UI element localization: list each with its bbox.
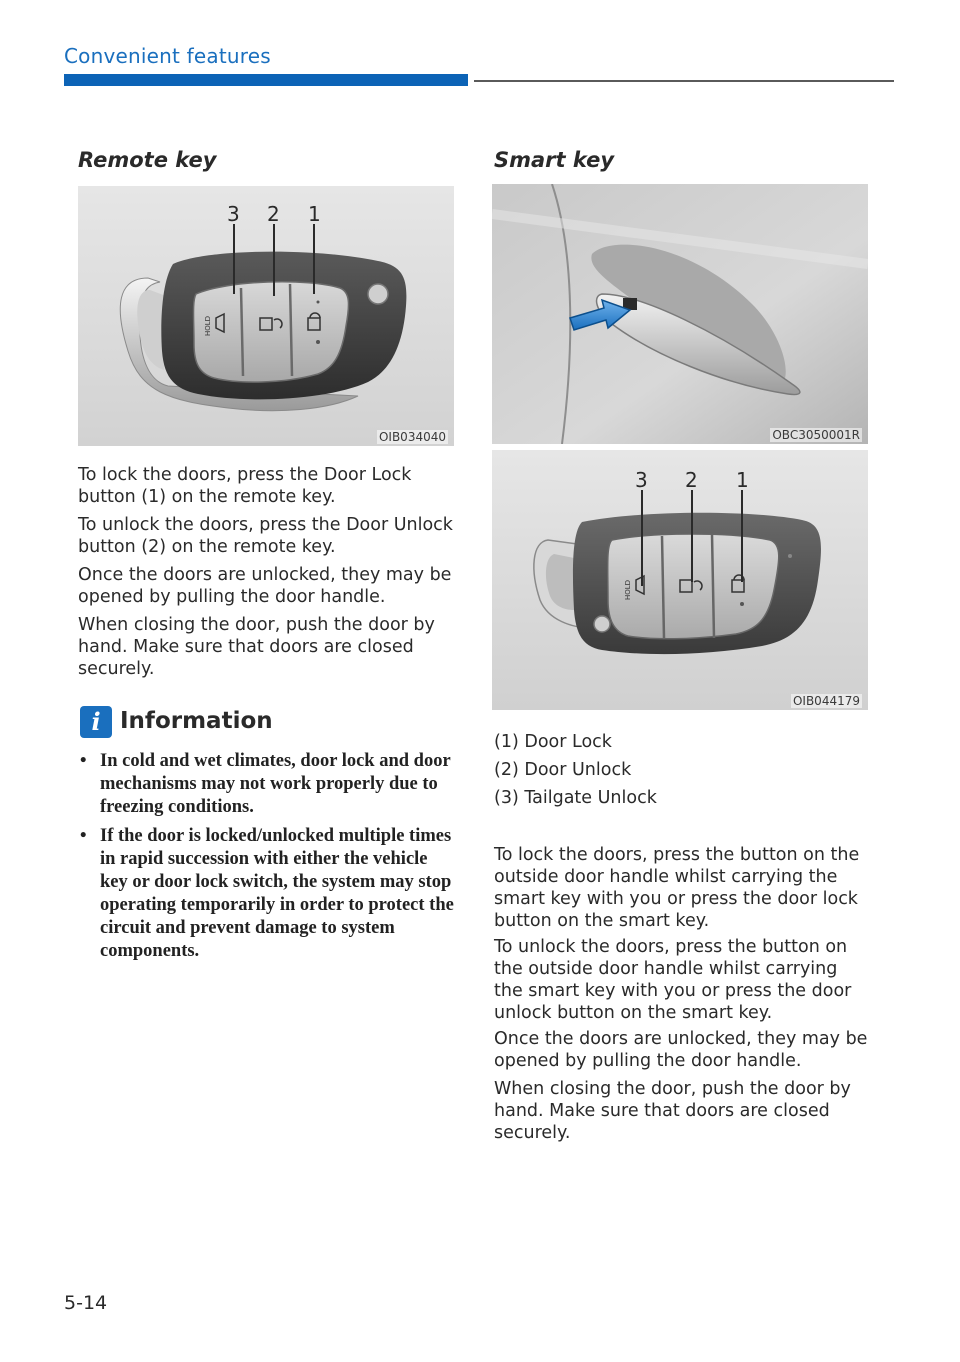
figure-code: OIB034040 (378, 430, 446, 444)
callout-1: 1 (308, 202, 321, 226)
information-bullet: • If the door is locked/unlocked multiple times in rapid succession with either the vehicle key or door lock switch, the system may stop operating temporarily in order to protect the circuit and prevent damage to system components. (80, 826, 454, 961)
bullet-dot-icon: • (80, 826, 87, 846)
remote-key-figure (78, 186, 454, 446)
header-rule (474, 80, 894, 82)
figure-code: OBC3050001R (772, 428, 860, 442)
information-bullet: • In cold and wet climates, door lock and door mechanisms may not work properly due to freezing conditions. (80, 751, 451, 817)
smart-key-paragraph-1: To lock the doors, press the button on the outside door handle whilst carrying the smart key with you or press the door lock button on the smart key. (494, 845, 860, 931)
door-handle-illustration (492, 184, 868, 444)
callout-3: 3 (227, 202, 240, 226)
remote-key-illustration (78, 186, 454, 446)
legend-tailgate-unlock: (3) Tailgate Unlock (494, 788, 657, 808)
callout-2: 2 (685, 468, 698, 492)
figure-code: OIB044179 (792, 694, 860, 708)
smart-key-paragraph-4: When closing the door, push the door by hand. Make sure that doors are closed securely. (494, 1079, 851, 1143)
smart-key-paragraph-2: To unlock the doors, press the button on the outside door handle whilst carrying the smart key with you or press the door unlock button on the smart key. (494, 937, 852, 1023)
door-handle-figure (492, 184, 868, 444)
smart-key-illustration (492, 450, 868, 710)
callout-3: 3 (635, 468, 648, 492)
legend-door-unlock: (2) Door Unlock (494, 760, 632, 780)
information-title: Information (120, 708, 273, 734)
smart-key-figure (492, 450, 868, 710)
remote-key-paragraph-4: When closing the door, push the door by hand. Make sure that doors are closed securely. (78, 615, 435, 679)
bullet-dot-icon: • (80, 751, 87, 771)
page-number: 5-14 (64, 1292, 108, 1314)
legend-door-lock: (1) Door Lock (494, 732, 612, 752)
smart-key-paragraph-3: Once the doors are unlocked, they may be opened by pulling the door handle. (494, 1029, 868, 1071)
smart-key-title: Smart key (494, 148, 615, 172)
information-list (80, 750, 458, 969)
callout-1: 1 (736, 468, 749, 492)
hold-label: HOLD (624, 579, 632, 600)
chapter-title: Convenient features (64, 44, 271, 68)
remote-key-paragraph-1: To lock the doors, press the Door Lock button (1) on the remote key. (78, 465, 412, 507)
callout-2: 2 (267, 202, 280, 226)
remote-key-title: Remote key (78, 148, 217, 172)
hold-label: HOLD (204, 315, 212, 336)
remote-key-paragraph-2: To unlock the doors, press the Door Unlock button (2) on the remote key. (78, 515, 453, 557)
remote-key-paragraph-3: Once the doors are unlocked, they may be opened by pulling the door handle. (78, 565, 452, 607)
info-icon: i (80, 706, 112, 738)
header-accent-bar (64, 74, 468, 86)
